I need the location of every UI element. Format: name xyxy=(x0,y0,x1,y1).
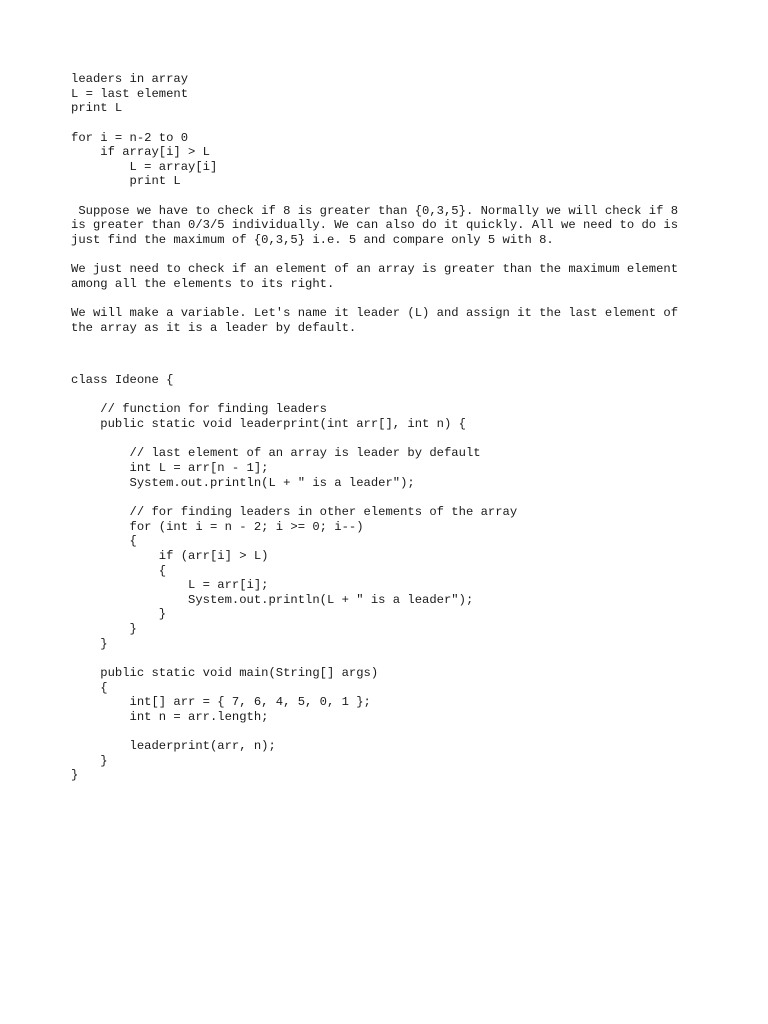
spacer xyxy=(71,350,711,373)
pseudocode-line: if array[i] > L xyxy=(71,145,210,160)
code-line: int[] arr = { 7, 6, 4, 5, 0, 1 }; xyxy=(71,695,371,710)
code-line: class Ideone { xyxy=(71,373,174,388)
paragraph-explanation xyxy=(71,204,711,248)
code-line: public static void main(String[] args) xyxy=(71,665,379,680)
code-line xyxy=(71,651,711,666)
document-page xyxy=(71,72,711,783)
paragraph-line: among all the elements to its right. xyxy=(71,276,335,291)
pseudocode-line: L = array[i] xyxy=(71,159,218,174)
pseudocode-line: leaders in array xyxy=(71,72,189,86)
paragraph-check xyxy=(71,262,711,291)
code-line: System.out.println(L + " is a leader"); xyxy=(71,475,415,490)
spacer xyxy=(71,292,711,307)
pseudocode-line: print L xyxy=(71,174,181,189)
code-line: } xyxy=(71,622,137,637)
paragraph-line: Suppose we have to check if 8 is greater than {0,3,5}. Normally we will check if 8 xyxy=(71,203,679,218)
spacer xyxy=(71,336,711,351)
pseudocode-line: L = last element xyxy=(71,86,189,101)
code-line: } xyxy=(71,753,108,768)
code-line xyxy=(71,490,711,505)
code-line: // last element of an array is leader by default xyxy=(71,446,481,461)
code-block xyxy=(71,373,711,783)
code-line: public static void leaderprint(int arr[], int n) { xyxy=(71,417,466,432)
code-line: int L = arr[n - 1]; xyxy=(71,461,269,476)
code-line xyxy=(71,432,711,447)
code-line: { xyxy=(71,680,108,695)
code-line: System.out.println(L + " is a leader"); xyxy=(71,592,474,607)
paragraph-line: We will make a variable. Let's name it leader (L) and assign it the last element of xyxy=(71,306,679,321)
paragraph-variable xyxy=(71,306,711,335)
spacer xyxy=(71,248,711,263)
pseudocode-line: for i = n-2 to 0 xyxy=(71,130,189,145)
code-line: int n = arr.length; xyxy=(71,709,269,724)
code-line: } xyxy=(71,607,167,622)
pseudocode-line: print L xyxy=(71,101,123,116)
paragraph-line: We just need to check if an element of an array is greater than the maximum element xyxy=(71,262,679,277)
code-line: } xyxy=(71,768,79,783)
code-line: if (arr[i] > L) xyxy=(71,548,269,563)
code-line: // function for finding leaders xyxy=(71,402,327,417)
code-line: } xyxy=(71,636,108,651)
pseudocode-block xyxy=(71,72,711,189)
code-line: { xyxy=(71,534,137,549)
pseudocode-line xyxy=(71,116,711,131)
code-line: { xyxy=(71,563,167,578)
spacer xyxy=(71,189,711,204)
paragraph-line: is greater than 0/3/5 individually. We can also do it quickly. All we need to do is xyxy=(71,218,679,233)
code-line: // for finding leaders in other elements of the array xyxy=(71,504,518,519)
code-line: L = arr[i]; xyxy=(71,578,269,593)
paragraph-line: just find the maximum of {0,3,5} i.e. 5 and compare only 5 with 8. xyxy=(71,233,554,248)
code-line: for (int i = n - 2; i >= 0; i--) xyxy=(71,519,364,534)
paragraph-line: the array as it is a leader by default. xyxy=(71,320,357,335)
code-line xyxy=(71,388,711,403)
code-line xyxy=(71,725,711,740)
code-line: leaderprint(arr, n); xyxy=(71,739,276,754)
